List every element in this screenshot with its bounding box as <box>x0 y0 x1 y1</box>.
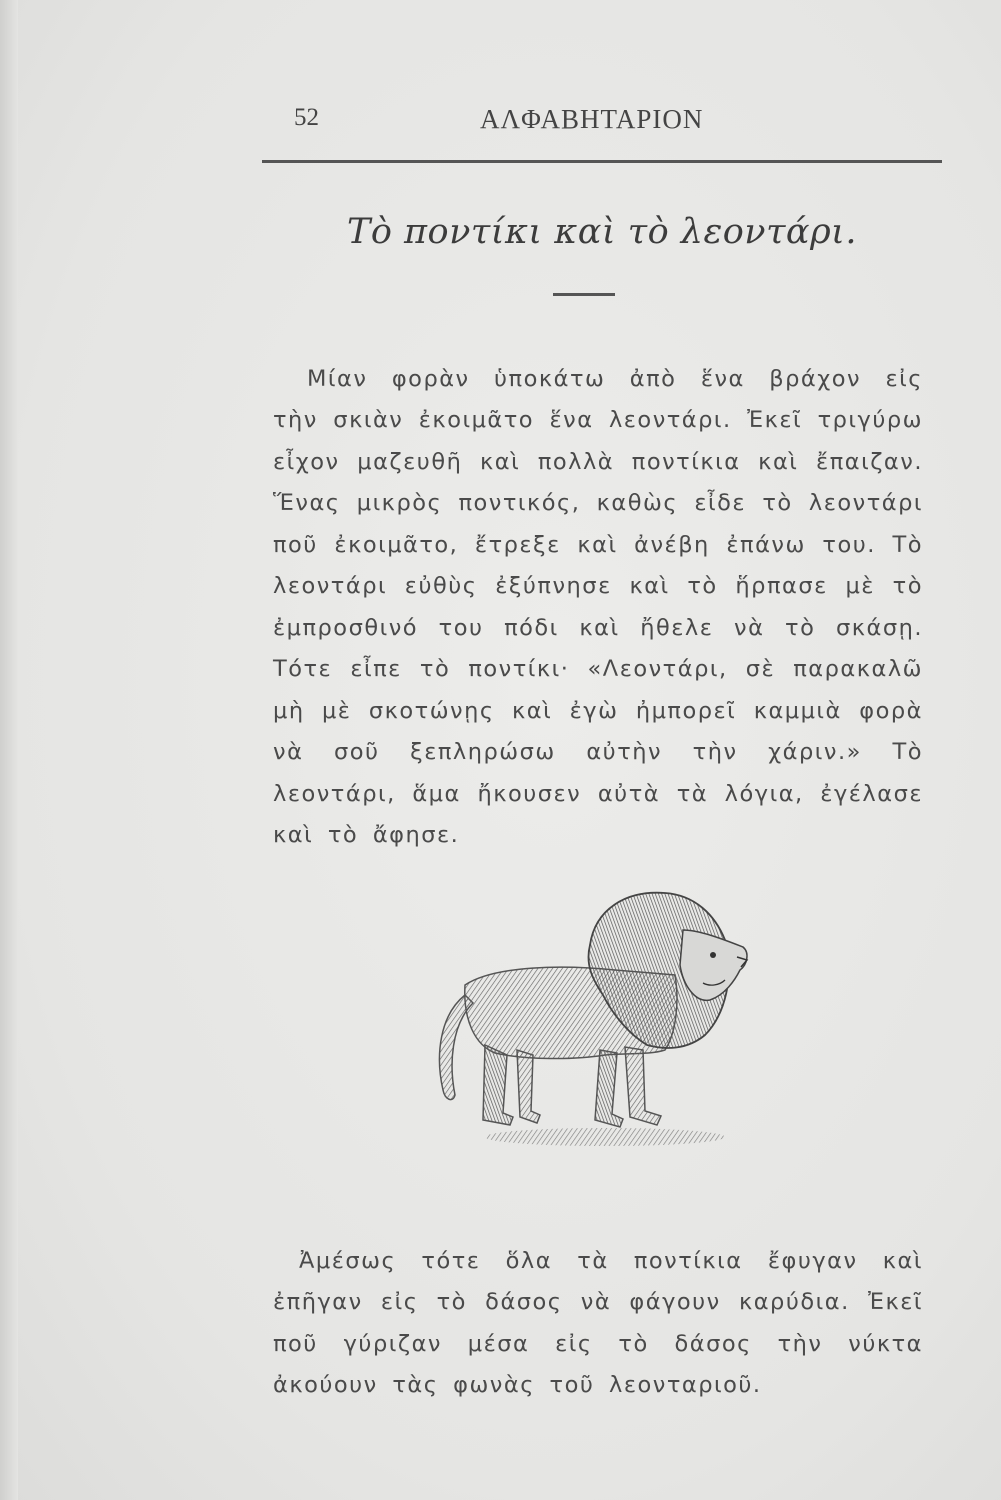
story-paragraph-1: Μίαν φορὰν ὑποκάτω ἀπὸ ἕνα βράχον εἰς τὴν σκιὰν ἐκοιμᾶτο ἕνα λεοντάρι. Ἐκεῖ τριγύρω εἶχον μαζευθῆ καὶ πολλὰ ποντίκια καὶ ἔπαιζαν. Ἕνας μικρὸς ποντικός, καθὼς εἶδε τὸ λεοντάρι ποῦ ἐκοιμᾶτο, ἔτρεξε καὶ ἀνέβη ἐπάνω του. Τὸ λεοντάρι εὐθὺς ἐξύπνησε καὶ τὸ ἥρπασε μὲ τὸ ἐμπροσθινό του πόδι καὶ ἤθελε νὰ τὸ σκάσῃ. Τότε εἶπε τὸ ποντίκι· «Λεοντάρι, σὲ παρακαλῶ μὴ μὲ σκοτώνῃς καὶ ἐγὼ ἠμπορεῖ καμμιὰ φορὰ νὰ σοῦ ξεπληρώσω αὐτὴν τὴν χάριν.» Τὸ λεοντάρι, ἅμα ἤκουσεν αὐτὰ τὰ λόγια, ἐγέλασε καὶ τὸ ἄφησε. <box>273 365 923 848</box>
running-head <box>262 100 942 150</box>
story-title: Τὸ ποντίκι καὶ τὸ λεοντάρι. <box>346 212 857 252</box>
lion-engraving-icon <box>425 885 785 1160</box>
story-paragraph-2: Ἀμέσως τότε ὅλα τὰ ποντίκια ἔφυγαν καὶ ἐπῆγαν εἰς τὸ δάσος νὰ φάγουν καρύδια. Ἐκεῖ ποῦ γύριζαν μέσα εἰς τὸ δάσος τὴν νύκτα ἀκούουν τὰς φωνὰς τοῦ λεονταριοῦ. <box>273 1247 923 1398</box>
title-rule <box>553 293 615 296</box>
page-number: 52 <box>294 104 319 131</box>
page-edge-shadow <box>0 0 18 1500</box>
header-rule <box>262 160 942 163</box>
book-title: ΑΛΦΑΒΗΤΑΡΙΟΝ <box>480 104 704 134</box>
